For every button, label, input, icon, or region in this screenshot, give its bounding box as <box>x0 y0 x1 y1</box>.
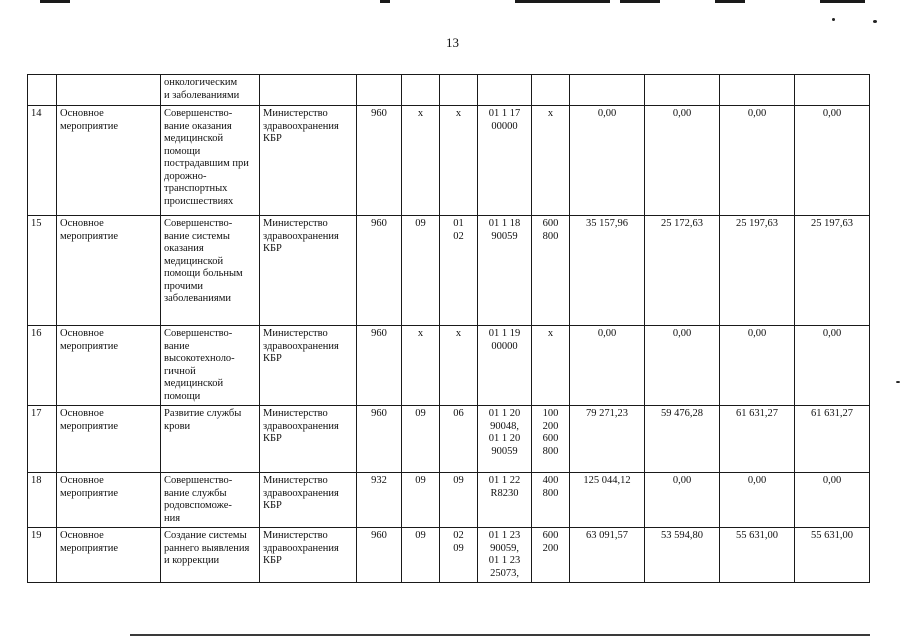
amount-cell: 125 044,12 <box>570 473 645 528</box>
csr-cell: 01 1 18 90059 <box>478 216 532 326</box>
executor-cell: Министерство здравоохранения КБР <box>260 326 357 406</box>
amount-cell: 0,00 <box>795 326 870 406</box>
vr-cell: 600 200 <box>532 528 570 583</box>
amount-cell: 0,00 <box>795 473 870 528</box>
description-cell: Совершенство- вание оказания медицинской помощи пострадавшим при дорожно-транспортных происшествиях <box>161 106 260 216</box>
rz-cell: 09 <box>402 216 440 326</box>
description-cell: Создание системы раннего выявления и коррекции <box>161 528 260 583</box>
table-row <box>28 406 870 473</box>
amount-cell: 0,00 <box>645 106 720 216</box>
row-number-cell: 19 <box>28 528 57 583</box>
amount-cell: 61 631,27 <box>795 406 870 473</box>
csr-cell: 01 1 17 00000 <box>478 106 532 216</box>
row-number-cell: 18 <box>28 473 57 528</box>
table-row <box>28 75 870 106</box>
rz-cell: 09 <box>402 406 440 473</box>
amount-cell: 0,00 <box>720 326 795 406</box>
description-cell: Развитие службы крови <box>161 406 260 473</box>
status-cell: Основное мероприятие <box>57 216 161 326</box>
scan-speck <box>873 20 877 23</box>
table-row <box>28 528 870 583</box>
amount-cell: 55 631,00 <box>720 528 795 583</box>
amount-cell: 35 157,96 <box>570 216 645 326</box>
amount-cell: 25 197,63 <box>720 216 795 326</box>
amount-cell: 63 091,57 <box>570 528 645 583</box>
executor-cell: Министерство здравоохранения КБР <box>260 406 357 473</box>
row-number-cell: 17 <box>28 406 57 473</box>
amount-cell: 25 197,63 <box>795 216 870 326</box>
amount-cell: 0,00 <box>570 106 645 216</box>
executor-cell: Министерство здравоохранения КБР <box>260 528 357 583</box>
description-cell: Совершенство- вание службы родовспоможе- ния <box>161 473 260 528</box>
table-row <box>28 106 870 216</box>
row-number-cell: 14 <box>28 106 57 216</box>
vr-cell: 600 800 <box>532 216 570 326</box>
grbs-cell: 960 <box>357 106 402 216</box>
budget-table <box>27 74 870 583</box>
executor-cell: Министерство здравоохранения КБР <box>260 106 357 216</box>
amount-cell: 0,00 <box>645 473 720 528</box>
table-row <box>28 326 870 406</box>
amount-cell: 59 476,28 <box>645 406 720 473</box>
amount-cell: 53 594,80 <box>645 528 720 583</box>
description-cell: Совершенство- вание системы оказания медицинской помощи больным прочими заболеваниями <box>161 216 260 326</box>
scan-speck <box>832 18 835 21</box>
vr-cell: х <box>532 106 570 216</box>
status-cell: Основное мероприятие <box>57 326 161 406</box>
amount-cell: 79 271,23 <box>570 406 645 473</box>
amount-cell: 61 631,27 <box>720 406 795 473</box>
scan-bottom-edge <box>0 630 905 639</box>
rz-cell: х <box>402 106 440 216</box>
table-row <box>28 473 870 528</box>
scan-top-edge <box>0 0 905 10</box>
executor-cell: Министерство здравоохранения КБР <box>260 473 357 528</box>
rz-cell: 09 <box>402 528 440 583</box>
row-number-cell: 16 <box>28 326 57 406</box>
grbs-cell: 960 <box>357 216 402 326</box>
csr-cell: 01 1 23 90059, 01 1 23 25073, <box>478 528 532 583</box>
description-cell: онкологическим и заболеваниями <box>161 75 260 106</box>
amount-cell: 0,00 <box>645 326 720 406</box>
status-cell: Основное мероприятие <box>57 473 161 528</box>
pr-cell: 01 02 <box>440 216 478 326</box>
vr-cell: 100 200 600 800 <box>532 406 570 473</box>
status-cell: Основное мероприятие <box>57 106 161 216</box>
amount-cell: 55 631,00 <box>795 528 870 583</box>
pr-cell: х <box>440 106 478 216</box>
rz-cell: 09 <box>402 473 440 528</box>
pr-cell: 09 <box>440 473 478 528</box>
vr-cell: 400 800 <box>532 473 570 528</box>
pr-cell: х <box>440 326 478 406</box>
amount-cell: 0,00 <box>720 106 795 216</box>
csr-cell: 01 1 22 R8230 <box>478 473 532 528</box>
csr-cell: 01 1 20 90048, 01 1 20 90059 <box>478 406 532 473</box>
row-number-cell: 15 <box>28 216 57 326</box>
pr-cell: 02 09 <box>440 528 478 583</box>
grbs-cell: 932 <box>357 473 402 528</box>
pr-cell: 06 <box>440 406 478 473</box>
description-cell: Совершенство- вание высокотехноло- гичной медицинской помощи <box>161 326 260 406</box>
status-cell: Основное мероприятие <box>57 406 161 473</box>
page-number: 13 <box>446 35 459 50</box>
grbs-cell: 960 <box>357 326 402 406</box>
scan-speck <box>896 381 900 383</box>
amount-cell: 0,00 <box>720 473 795 528</box>
amount-cell: 0,00 <box>795 106 870 216</box>
vr-cell: х <box>532 326 570 406</box>
amount-cell: 25 172,63 <box>645 216 720 326</box>
csr-cell: 01 1 19 00000 <box>478 326 532 406</box>
rz-cell: х <box>402 326 440 406</box>
amount-cell: 0,00 <box>570 326 645 406</box>
status-cell: Основное мероприятие <box>57 528 161 583</box>
table-row <box>28 216 870 326</box>
grbs-cell: 960 <box>357 528 402 583</box>
grbs-cell: 960 <box>357 406 402 473</box>
executor-cell: Министерство здравоохранения КБР <box>260 216 357 326</box>
